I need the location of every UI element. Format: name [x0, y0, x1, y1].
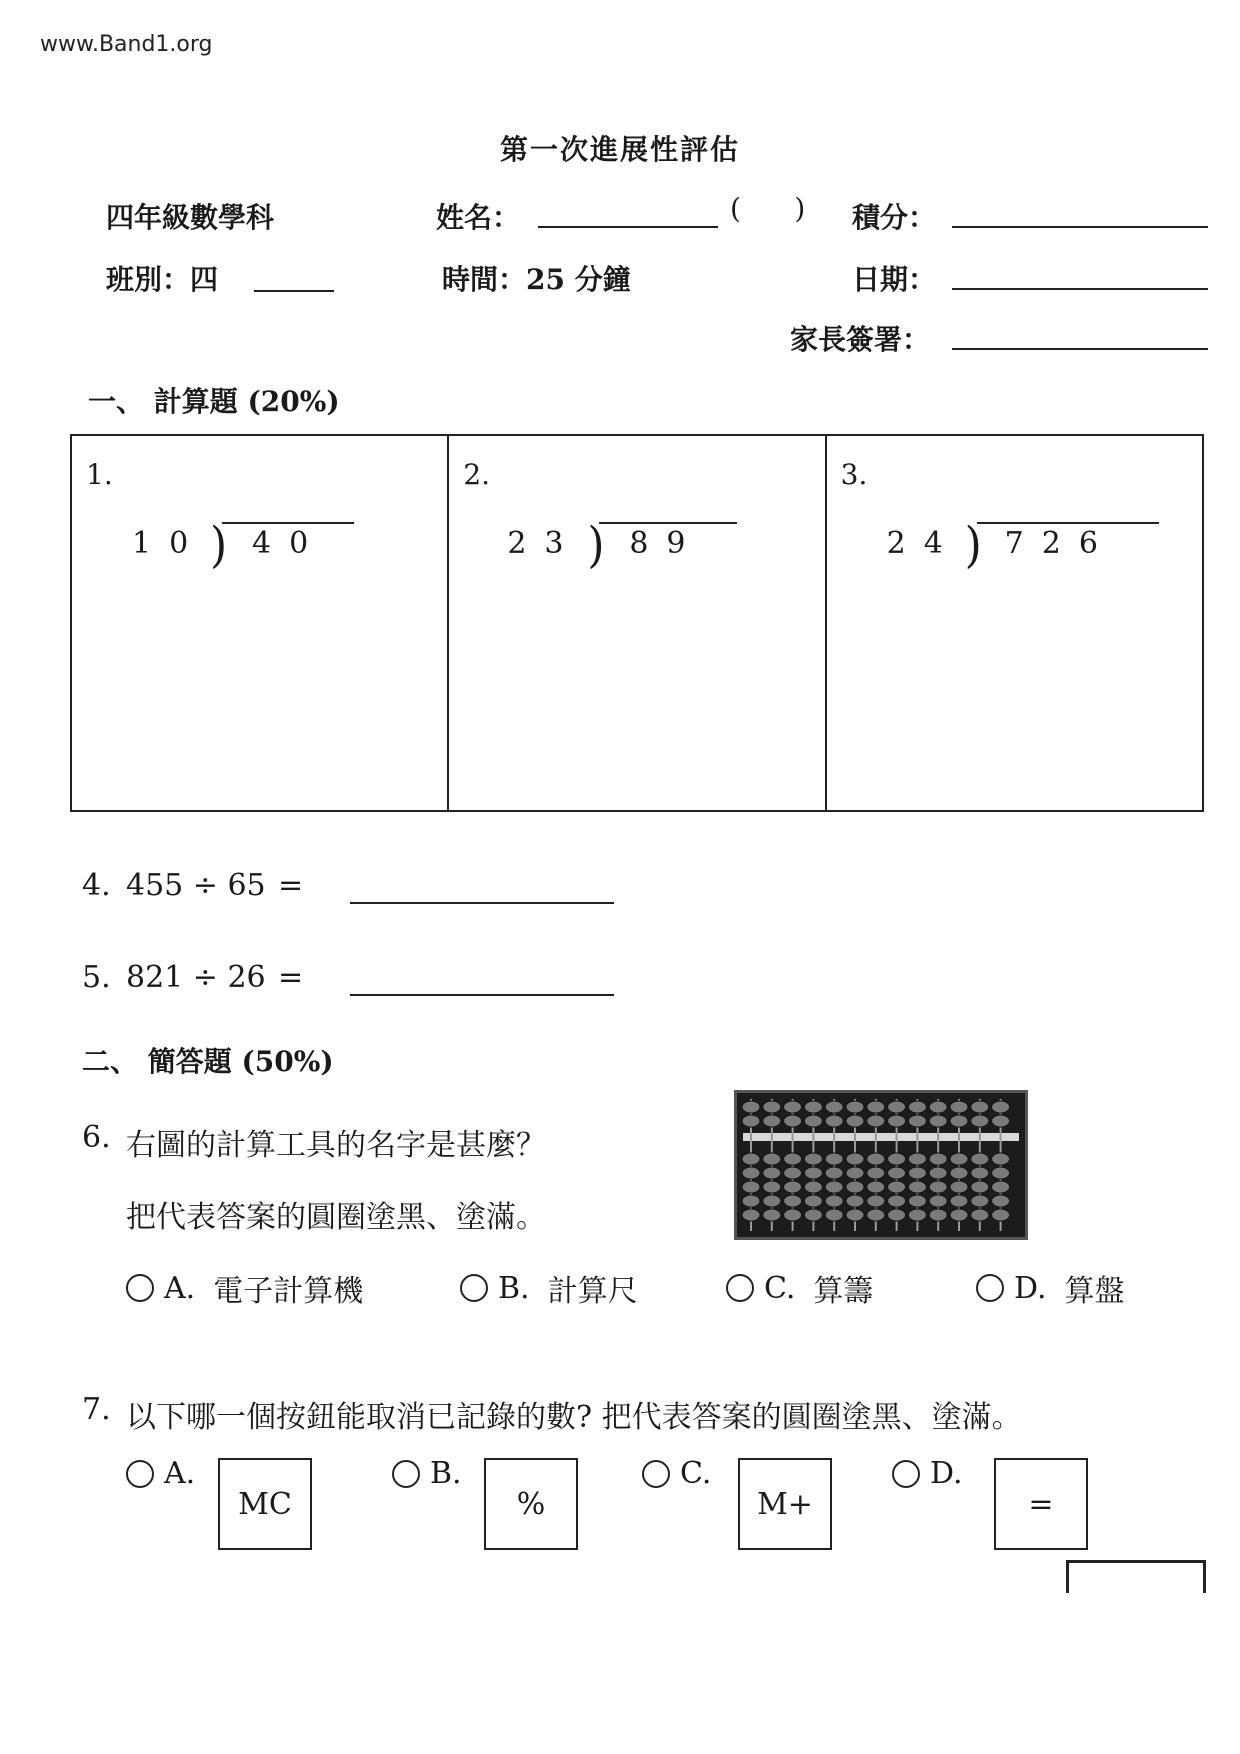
abacus-bead: [784, 1153, 802, 1165]
site-url[interactable]: www.Band1.org: [40, 32, 213, 57]
score-label: 積分：: [852, 201, 937, 234]
abacus-bead: [804, 1181, 822, 1193]
q6-option-b[interactable]: [460, 1266, 638, 1310]
abacus-bead: [908, 1181, 926, 1193]
radio-circle[interactable]: [126, 1460, 154, 1488]
abacus-bead: [784, 1209, 802, 1221]
radio-circle[interactable]: [460, 1274, 488, 1302]
abacus-bead: [929, 1167, 947, 1179]
q5-expression: 821 ÷ 26: [126, 960, 266, 995]
option-letter: D.: [1014, 1270, 1047, 1306]
abacus-bead: [929, 1153, 947, 1165]
abacus-bead: [825, 1153, 843, 1165]
signature-label: 家長簽署：: [790, 323, 931, 356]
abacus-bead: [888, 1153, 906, 1165]
abacus-bead: [825, 1209, 843, 1221]
abacus-bead: [742, 1209, 760, 1221]
abacus-bead: [763, 1167, 781, 1179]
abacus-bead: [929, 1181, 947, 1193]
division-box-3[interactable]: [827, 436, 1202, 810]
option-letter: B.: [498, 1270, 530, 1306]
q6-text-line2: 把代表答案的圓圈塗黑、塗滿。: [126, 1200, 546, 1235]
abacus-bead: [908, 1167, 926, 1179]
abacus-bead: [992, 1209, 1010, 1221]
name-line[interactable]: [538, 226, 718, 228]
option-letter: A.: [164, 1270, 196, 1306]
abacus-bead: [784, 1101, 802, 1113]
abacus-bead: [908, 1209, 926, 1221]
divisor: 24: [886, 526, 961, 561]
question-number: 2.: [463, 458, 491, 491]
division-box-1[interactable]: [72, 436, 449, 810]
abacus-bead: [825, 1115, 843, 1127]
signature-line[interactable]: [952, 348, 1208, 350]
q4-number: 4.: [82, 868, 111, 903]
division-bracket: ): [587, 517, 605, 574]
q6-option-c[interactable]: [726, 1266, 873, 1310]
date-line[interactable]: [952, 288, 1208, 290]
abacus-bead: [950, 1181, 968, 1193]
abacus-image: [734, 1090, 1028, 1240]
division-bracket: ): [964, 517, 982, 574]
abacus-bead: [846, 1115, 864, 1127]
abacus-bead: [742, 1195, 760, 1207]
class-label: 班別：四: [106, 263, 219, 296]
q5-answer-line[interactable]: [350, 994, 614, 996]
q4-expression: 455 ÷ 65: [126, 868, 266, 903]
abacus-bead: [867, 1101, 885, 1113]
section1-heading: 一、 計算題 (20%): [88, 385, 340, 418]
abacus-bead: [784, 1115, 802, 1127]
dividend: 89: [629, 526, 704, 561]
abacus-bead: [971, 1101, 989, 1113]
abacus-bead: [888, 1115, 906, 1127]
dividend: 40: [252, 526, 327, 561]
abacus-bead: [804, 1195, 822, 1207]
time-label: 時間：25 分鐘: [442, 263, 631, 296]
q7-option-d[interactable]: [892, 1456, 963, 1491]
option-text: 算盤: [1064, 1274, 1125, 1309]
abacus-bead: [908, 1153, 926, 1165]
abacus-bead: [992, 1153, 1010, 1165]
abacus-bead: [950, 1209, 968, 1221]
option-letter: D.: [930, 1456, 963, 1491]
q6-number: 6.: [82, 1120, 111, 1155]
abacus-bead: [763, 1153, 781, 1165]
q5-equals: =: [278, 960, 304, 995]
abacus-bead: [784, 1181, 802, 1193]
abacus-bead: [971, 1167, 989, 1179]
calculator-key-mc: MC: [218, 1458, 312, 1550]
radio-circle[interactable]: [392, 1460, 420, 1488]
abacus-bead: [929, 1195, 947, 1207]
abacus-bead: [867, 1195, 885, 1207]
abacus-bead: [742, 1101, 760, 1113]
section2-heading: 二、 簡答題 (50%): [82, 1045, 334, 1078]
page-title: 第一次進展性評估: [499, 133, 740, 166]
abacus-bead: [825, 1167, 843, 1179]
abacus-bead: [742, 1181, 760, 1193]
abacus-bead: [784, 1167, 802, 1179]
calculator-key-m-plus: M+: [738, 1458, 832, 1550]
division-bar: [599, 522, 737, 524]
division-box-2[interactable]: [449, 436, 826, 810]
abacus-bead: [929, 1101, 947, 1113]
abacus-bead: [763, 1209, 781, 1221]
abacus-bead: [929, 1115, 947, 1127]
abacus-bead: [950, 1195, 968, 1207]
abacus-bead: [992, 1101, 1010, 1113]
abacus-bead: [971, 1153, 989, 1165]
subject-label: 四年級數學科: [106, 201, 275, 234]
abacus-bead: [846, 1101, 864, 1113]
division-bracket: ): [210, 517, 228, 574]
abacus-bead: [908, 1195, 926, 1207]
abacus-bead: [888, 1195, 906, 1207]
option-letter: C.: [764, 1270, 796, 1306]
division-grid: [70, 434, 1204, 812]
abacus-bead: [888, 1181, 906, 1193]
option-text: 算籌: [813, 1274, 874, 1309]
radio-circle[interactable]: [642, 1460, 670, 1488]
abacus-bead: [867, 1115, 885, 1127]
abacus-bead: [950, 1115, 968, 1127]
question-number: 1.: [86, 458, 113, 491]
abacus-bead: [825, 1181, 843, 1193]
abacus-bead: [908, 1115, 926, 1127]
score-line[interactable]: [952, 226, 1208, 228]
option-text: 電子計算機: [213, 1274, 364, 1309]
abacus-bead: [971, 1195, 989, 1207]
q4-answer-line[interactable]: [350, 902, 614, 904]
abacus-bead: [929, 1209, 947, 1221]
option-text: 計算尺: [547, 1274, 638, 1309]
q7-text: 以下哪一個按鈕能取消已記錄的數? 把代表答案的圓圈塗黑、塗滿。: [126, 1400, 1022, 1435]
calculator-key-percent: %: [484, 1458, 578, 1550]
option-letter: C.: [680, 1456, 712, 1491]
abacus-bead: [763, 1195, 781, 1207]
abacus-bead: [742, 1153, 760, 1165]
name-label: 姓名：: [436, 201, 521, 234]
abacus-bead: [888, 1167, 906, 1179]
abacus-bead: [950, 1101, 968, 1113]
option-letter: A.: [164, 1456, 196, 1491]
abacus-bead: [888, 1209, 906, 1221]
abacus-bead: [992, 1115, 1010, 1127]
abacus-bead: [742, 1167, 760, 1179]
class-line[interactable]: [254, 290, 334, 292]
q7-option-a[interactable]: [126, 1456, 195, 1491]
abacus-bead: [825, 1101, 843, 1113]
q6-option-a[interactable]: [126, 1266, 363, 1310]
abacus-bead: [784, 1195, 802, 1207]
abacus-bead: [804, 1115, 822, 1127]
abacus-bead: [992, 1167, 1010, 1179]
q5-number: 5.: [82, 960, 111, 995]
abacus-bead: [846, 1153, 864, 1165]
abacus-bead: [804, 1101, 822, 1113]
abacus-bead: [867, 1181, 885, 1193]
abacus-bead: [763, 1115, 781, 1127]
abacus-bead: [763, 1181, 781, 1193]
radio-circle[interactable]: [126, 1274, 154, 1302]
abacus-bead: [846, 1209, 864, 1221]
abacus-bead: [992, 1195, 1010, 1207]
division-bar: [977, 522, 1159, 524]
calculator-key-equals: =: [994, 1458, 1088, 1550]
abacus-bead: [971, 1115, 989, 1127]
abacus-bead: [763, 1101, 781, 1113]
option-letter: B.: [430, 1456, 462, 1491]
q7-option-b[interactable]: [392, 1456, 462, 1491]
abacus-bead: [908, 1101, 926, 1113]
divisor: 23: [507, 526, 582, 561]
divisor: 10: [132, 526, 207, 561]
abacus-bead: [846, 1195, 864, 1207]
abacus-bead: [804, 1209, 822, 1221]
q6-text-line1: 右圖的計算工具的名字是甚麼？: [126, 1128, 546, 1163]
radio-circle[interactable]: [976, 1274, 1004, 1302]
q7-option-c[interactable]: [642, 1456, 711, 1491]
abacus-bead: [888, 1101, 906, 1113]
question-number: 3.: [840, 458, 868, 491]
abacus-bead: [867, 1167, 885, 1179]
radio-circle[interactable]: [726, 1274, 754, 1302]
abacus-bead: [804, 1167, 822, 1179]
date-label: 日期：: [852, 263, 937, 296]
abacus-bead: [971, 1209, 989, 1221]
abacus-bead: [846, 1167, 864, 1179]
abacus-bead: [867, 1153, 885, 1165]
radio-circle[interactable]: [892, 1460, 920, 1488]
abacus-bead: [992, 1181, 1010, 1193]
abacus-bead: [950, 1153, 968, 1165]
q6-option-d[interactable]: [976, 1266, 1125, 1310]
q4-equals: =: [278, 868, 304, 903]
dividend: 726: [1004, 526, 1116, 561]
abacus-bead: [825, 1195, 843, 1207]
partial-answer-box: [1066, 1560, 1206, 1593]
class-number-paren: ( ): [730, 192, 806, 225]
abacus-bead: [804, 1153, 822, 1165]
abacus-bead: [867, 1209, 885, 1221]
q7-number: 7.: [82, 1392, 111, 1427]
division-bar: [222, 522, 354, 524]
abacus-bead: [971, 1181, 989, 1193]
abacus-bead: [742, 1115, 760, 1127]
abacus-bead: [950, 1167, 968, 1179]
abacus-bead: [846, 1181, 864, 1193]
